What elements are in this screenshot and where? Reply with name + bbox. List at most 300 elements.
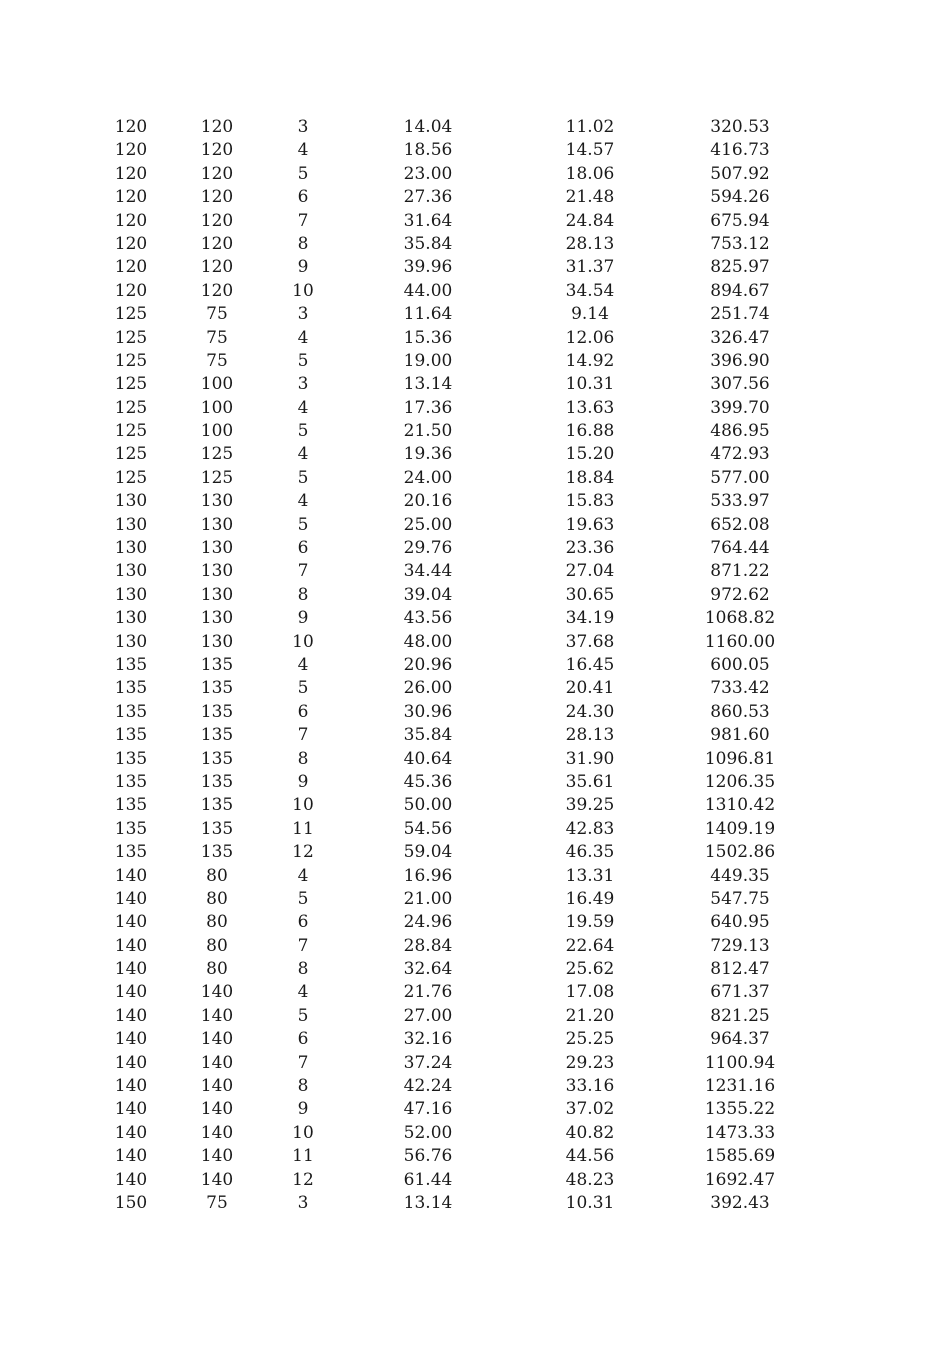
table-cell: 35.84 (403, 233, 453, 254)
table-row (0, 771, 950, 794)
table-cell: 140 (200, 1122, 234, 1143)
table-cell: 8 (297, 584, 309, 605)
table-cell: 130 (114, 608, 148, 629)
table-cell: 1206.35 (704, 771, 776, 792)
table-cell: 675.94 (710, 210, 770, 231)
table-cell: 140 (200, 1099, 234, 1120)
table-cell: 729.13 (710, 935, 770, 956)
table-cell: 449.35 (710, 865, 770, 886)
table-cell: 894.67 (710, 280, 770, 301)
table-cell: 125 (114, 304, 148, 325)
table-cell: 140 (114, 1122, 148, 1143)
table-row (0, 701, 950, 724)
table-cell: 24.30 (565, 701, 615, 722)
table-row (0, 514, 950, 537)
table-row (0, 724, 950, 747)
table-cell: 75 (206, 327, 228, 348)
table-cell: 59.04 (403, 842, 453, 863)
table-cell: 13.31 (565, 865, 615, 886)
table-cell: 80 (206, 959, 228, 980)
table-cell: 21.00 (403, 888, 453, 909)
table-cell: 251.74 (710, 304, 770, 325)
table-cell: 34.19 (565, 608, 615, 629)
table-row (0, 233, 950, 256)
table-cell: 5 (297, 1005, 309, 1026)
table-cell: 26.00 (403, 678, 453, 699)
table-cell: 120 (114, 257, 148, 278)
table-cell: 140 (200, 1052, 234, 1073)
table-row (0, 116, 950, 139)
table-cell: 486.95 (710, 421, 770, 442)
table-cell: 10.31 (565, 1192, 615, 1213)
table-cell: 120 (200, 280, 234, 301)
table-cell: 9.14 (571, 304, 609, 325)
table-cell: 46.35 (565, 842, 615, 863)
table-cell: 11.64 (403, 304, 453, 325)
table-row (0, 631, 950, 654)
table-cell: 14.92 (565, 350, 615, 371)
table-cell: 6 (297, 912, 309, 933)
table-row (0, 397, 950, 420)
table-cell: 29.76 (403, 538, 453, 559)
table-cell: 19.36 (403, 444, 453, 465)
table-cell: 135 (200, 842, 234, 863)
table-cell: 4 (297, 654, 309, 675)
table-cell: 8 (297, 1076, 309, 1097)
table-cell: 80 (206, 888, 228, 909)
table-cell: 812.47 (710, 959, 770, 980)
table-cell: 100 (200, 397, 234, 418)
table-cell: 652.08 (710, 514, 770, 535)
table-cell: 6 (297, 538, 309, 559)
table-cell: 135 (114, 748, 148, 769)
table-cell: 52.00 (403, 1122, 453, 1143)
table-row (0, 818, 950, 841)
table-cell: 24.84 (565, 210, 615, 231)
table-cell: 13.14 (403, 1192, 453, 1213)
table-cell: 594.26 (710, 187, 770, 208)
table-cell: 28.13 (565, 233, 615, 254)
table-cell: 140 (114, 1169, 148, 1190)
table-cell: 981.60 (710, 725, 770, 746)
table-cell: 27.04 (565, 561, 615, 582)
table-cell: 40.82 (565, 1122, 615, 1143)
table-row (0, 794, 950, 817)
table-cell: 130 (114, 538, 148, 559)
table-row (0, 163, 950, 186)
table-cell: 140 (200, 1076, 234, 1097)
table-cell: 75 (206, 1192, 228, 1213)
table-cell: 4 (297, 140, 309, 161)
table-cell: 130 (200, 608, 234, 629)
table-cell: 7 (297, 935, 309, 956)
table-cell: 12 (292, 842, 314, 863)
table-cell: 9 (297, 608, 309, 629)
table-cell: 140 (114, 1052, 148, 1073)
table-cell: 13.14 (403, 374, 453, 395)
table-cell: 140 (200, 1005, 234, 1026)
table-cell: 533.97 (710, 491, 770, 512)
table-cell: 125 (114, 467, 148, 488)
table-cell: 18.06 (565, 163, 615, 184)
table-cell: 140 (114, 1099, 148, 1120)
table-cell: 7 (297, 1052, 309, 1073)
table-cell: 130 (200, 561, 234, 582)
table-cell: 120 (200, 187, 234, 208)
table-row (0, 1005, 950, 1028)
table-cell: 42.83 (565, 818, 615, 839)
table-cell: 25.25 (565, 1029, 615, 1050)
table-cell: 120 (114, 280, 148, 301)
table-row (0, 888, 950, 911)
table-cell: 140 (114, 912, 148, 933)
table-cell: 326.47 (710, 327, 770, 348)
table-cell: 4 (297, 982, 309, 1003)
table-cell: 16.49 (565, 888, 615, 909)
table-cell: 34.54 (565, 280, 615, 301)
table-row (0, 958, 950, 981)
table-cell: 37.24 (403, 1052, 453, 1073)
table-cell: 320.53 (710, 117, 770, 137)
table-cell: 120 (114, 140, 148, 161)
table-cell: 7 (297, 210, 309, 231)
table-row (0, 560, 950, 583)
table-cell: 140 (200, 1169, 234, 1190)
table-cell: 135 (200, 701, 234, 722)
table-cell: 125 (114, 444, 148, 465)
table-cell: 120 (200, 163, 234, 184)
table-cell: 29.23 (565, 1052, 615, 1073)
table-row (0, 935, 950, 958)
table-row (0, 841, 950, 864)
table-cell: 4 (297, 327, 309, 348)
table-cell: 10 (292, 795, 314, 816)
table-cell: 10.31 (565, 374, 615, 395)
table-cell: 40.64 (403, 748, 453, 769)
table-cell: 31.64 (403, 210, 453, 231)
table-cell: 547.75 (710, 888, 770, 909)
table-cell: 125 (114, 397, 148, 418)
table-cell: 11 (292, 818, 314, 839)
table-cell: 135 (200, 795, 234, 816)
table-cell: 125 (114, 421, 148, 442)
table-cell: 8 (297, 233, 309, 254)
table-cell: 135 (114, 842, 148, 863)
table-cell: 140 (114, 935, 148, 956)
table-cell: 37.68 (565, 631, 615, 652)
table-row (0, 537, 950, 560)
table-cell: 23.36 (565, 538, 615, 559)
table-cell: 871.22 (710, 561, 770, 582)
table-cell: 32.16 (403, 1029, 453, 1050)
table-cell: 130 (114, 631, 148, 652)
table-cell: 54.56 (403, 818, 453, 839)
table-cell: 4 (297, 397, 309, 418)
table-cell: 307.56 (710, 374, 770, 395)
table-cell: 34.44 (403, 561, 453, 582)
table-cell: 125 (114, 350, 148, 371)
table-cell: 120 (200, 233, 234, 254)
table-cell: 130 (114, 561, 148, 582)
table-cell: 140 (200, 982, 234, 1003)
table-cell: 5 (297, 678, 309, 699)
table-cell: 19.63 (565, 514, 615, 535)
table-cell: 27.36 (403, 187, 453, 208)
table-cell: 1692.47 (704, 1169, 776, 1190)
table-cell: 764.44 (710, 538, 770, 559)
table-cell: 11 (292, 1146, 314, 1167)
table-cell: 135 (114, 771, 148, 792)
table-cell: 39.25 (565, 795, 615, 816)
table-cell: 130 (114, 514, 148, 535)
table-cell: 1473.33 (704, 1122, 776, 1143)
table-cell: 135 (114, 795, 148, 816)
table-cell: 125 (200, 444, 234, 465)
table-cell: 3 (297, 117, 309, 137)
table-cell: 860.53 (710, 701, 770, 722)
table-cell: 25.00 (403, 514, 453, 535)
table-cell: 135 (114, 818, 148, 839)
table-cell: 4 (297, 444, 309, 465)
table-cell: 80 (206, 912, 228, 933)
table-cell: 44.56 (565, 1146, 615, 1167)
table-cell: 61.44 (403, 1169, 453, 1190)
table-row (0, 654, 950, 677)
table-cell: 16.88 (565, 421, 615, 442)
table-cell: 16.96 (403, 865, 453, 886)
table-row (0, 1145, 950, 1168)
table-cell: 140 (114, 1076, 148, 1097)
table-cell: 6 (297, 187, 309, 208)
table-cell: 140 (114, 959, 148, 980)
table-cell: 27.00 (403, 1005, 453, 1026)
table-cell: 47.16 (403, 1099, 453, 1120)
table-cell: 20.16 (403, 491, 453, 512)
table-cell: 1160.00 (704, 631, 776, 652)
table-cell: 5 (297, 163, 309, 184)
table-cell: 10 (292, 631, 314, 652)
table-cell: 120 (114, 163, 148, 184)
table-cell: 130 (200, 538, 234, 559)
table-cell: 44.00 (403, 280, 453, 301)
table-cell: 135 (200, 771, 234, 792)
table-cell: 35.61 (565, 771, 615, 792)
table-cell: 120 (114, 187, 148, 208)
table-cell: 8 (297, 748, 309, 769)
table-cell: 75 (206, 304, 228, 325)
table-row (0, 1098, 950, 1121)
table-cell: 125 (114, 327, 148, 348)
table-row (0, 607, 950, 630)
table-cell: 120 (200, 140, 234, 161)
table-cell: 4 (297, 491, 309, 512)
table-row (0, 186, 950, 209)
table-cell: 30.96 (403, 701, 453, 722)
table-cell: 13.63 (565, 397, 615, 418)
table-row (0, 1169, 950, 1192)
table-cell: 80 (206, 865, 228, 886)
table-cell: 28.84 (403, 935, 453, 956)
table-row (0, 981, 950, 1004)
table-cell: 6 (297, 1029, 309, 1050)
table-cell: 135 (114, 654, 148, 675)
table-cell: 120 (114, 117, 148, 137)
table-cell: 140 (114, 1005, 148, 1026)
table-cell: 140 (114, 982, 148, 1003)
table-cell: 7 (297, 561, 309, 582)
table-cell: 130 (200, 631, 234, 652)
table-cell: 19.59 (565, 912, 615, 933)
table-cell: 15.83 (565, 491, 615, 512)
table-cell: 135 (114, 701, 148, 722)
table-cell: 21.50 (403, 421, 453, 442)
table-cell: 120 (200, 117, 234, 137)
table-cell: 23.00 (403, 163, 453, 184)
table-cell: 9 (297, 257, 309, 278)
table-row (0, 280, 950, 303)
table-cell: 125 (114, 374, 148, 395)
table-cell: 48.00 (403, 631, 453, 652)
table-cell: 11.02 (565, 117, 615, 137)
table-cell: 25.62 (565, 959, 615, 980)
table-cell: 3 (297, 304, 309, 325)
table-cell: 1409.19 (704, 818, 776, 839)
table-cell: 42.24 (403, 1076, 453, 1097)
table-row (0, 420, 950, 443)
table-cell: 135 (200, 818, 234, 839)
table-cell: 120 (200, 257, 234, 278)
table-cell: 10 (292, 280, 314, 301)
data-table (0, 116, 950, 1215)
table-cell: 135 (200, 748, 234, 769)
table-row (0, 139, 950, 162)
table-row (0, 373, 950, 396)
table-cell: 140 (200, 1146, 234, 1167)
table-cell: 3 (297, 1192, 309, 1213)
table-cell: 140 (114, 1029, 148, 1050)
table-cell: 17.08 (565, 982, 615, 1003)
table-cell: 671.37 (710, 982, 770, 1003)
table-cell: 125 (200, 467, 234, 488)
table-cell: 10 (292, 1122, 314, 1143)
table-row (0, 1192, 950, 1215)
table-row (0, 865, 950, 888)
table-row (0, 1028, 950, 1051)
table-cell: 1096.81 (704, 748, 776, 769)
table-cell: 75 (206, 350, 228, 371)
table-cell: 4 (297, 865, 309, 886)
table-cell: 733.42 (710, 678, 770, 699)
table-row (0, 350, 950, 373)
table-cell: 135 (200, 654, 234, 675)
table-cell: 6 (297, 701, 309, 722)
table-row (0, 911, 950, 934)
table-row (0, 1122, 950, 1145)
table-cell: 135 (114, 678, 148, 699)
table-cell: 31.90 (565, 748, 615, 769)
table-cell: 964.37 (710, 1029, 770, 1050)
table-cell: 9 (297, 771, 309, 792)
table-cell: 15.36 (403, 327, 453, 348)
table-cell: 825.97 (710, 257, 770, 278)
table-cell: 140 (200, 1029, 234, 1050)
table-cell: 9 (297, 1099, 309, 1120)
table-cell: 7 (297, 725, 309, 746)
table-cell: 100 (200, 421, 234, 442)
table-cell: 28.13 (565, 725, 615, 746)
table-cell: 753.12 (710, 233, 770, 254)
table-cell: 32.64 (403, 959, 453, 980)
table-cell: 600.05 (710, 654, 770, 675)
table-row (0, 748, 950, 771)
table-row (0, 327, 950, 350)
table-row (0, 303, 950, 326)
table-row (0, 443, 950, 466)
table-cell: 130 (114, 491, 148, 512)
table-cell: 12 (292, 1169, 314, 1190)
table-cell: 56.76 (403, 1146, 453, 1167)
table-cell: 392.43 (710, 1192, 770, 1213)
table-cell: 130 (200, 584, 234, 605)
table-cell: 577.00 (710, 467, 770, 488)
table-cell: 5 (297, 514, 309, 535)
table-cell: 1310.42 (704, 795, 776, 816)
table-cell: 821.25 (710, 1005, 770, 1026)
table-cell: 14.57 (565, 140, 615, 161)
table-cell: 12.06 (565, 327, 615, 348)
table-cell: 140 (114, 865, 148, 886)
table-row (0, 1052, 950, 1075)
table-cell: 135 (200, 725, 234, 746)
table-cell: 21.20 (565, 1005, 615, 1026)
table-cell: 5 (297, 888, 309, 909)
table-cell: 140 (114, 888, 148, 909)
table-cell: 24.00 (403, 467, 453, 488)
table-cell: 18.56 (403, 140, 453, 161)
table-cell: 1502.86 (704, 842, 776, 863)
table-cell: 39.96 (403, 257, 453, 278)
table-cell: 130 (114, 584, 148, 605)
table-cell: 14.04 (403, 117, 453, 137)
table-cell: 18.84 (565, 467, 615, 488)
table-cell: 150 (114, 1192, 148, 1213)
table-cell: 21.76 (403, 982, 453, 1003)
table-cell: 507.92 (710, 163, 770, 184)
table-cell: 35.84 (403, 725, 453, 746)
table-cell: 45.36 (403, 771, 453, 792)
table-cell: 50.00 (403, 795, 453, 816)
table-cell: 5 (297, 350, 309, 371)
table-cell: 43.56 (403, 608, 453, 629)
table-cell: 20.96 (403, 654, 453, 675)
table-cell: 472.93 (710, 444, 770, 465)
table-cell: 120 (114, 233, 148, 254)
table-row (0, 584, 950, 607)
table-cell: 140 (114, 1146, 148, 1167)
table-cell: 33.16 (565, 1076, 615, 1097)
table-cell: 24.96 (403, 912, 453, 933)
table-cell: 15.20 (565, 444, 615, 465)
table-cell: 31.37 (565, 257, 615, 278)
table-row (0, 256, 950, 279)
table-cell: 5 (297, 421, 309, 442)
table-row (0, 1075, 950, 1098)
table-cell: 1100.94 (704, 1052, 776, 1073)
table-cell: 1355.22 (704, 1099, 776, 1120)
table-cell: 396.90 (710, 350, 770, 371)
table-cell: 8 (297, 959, 309, 980)
table-cell: 100 (200, 374, 234, 395)
